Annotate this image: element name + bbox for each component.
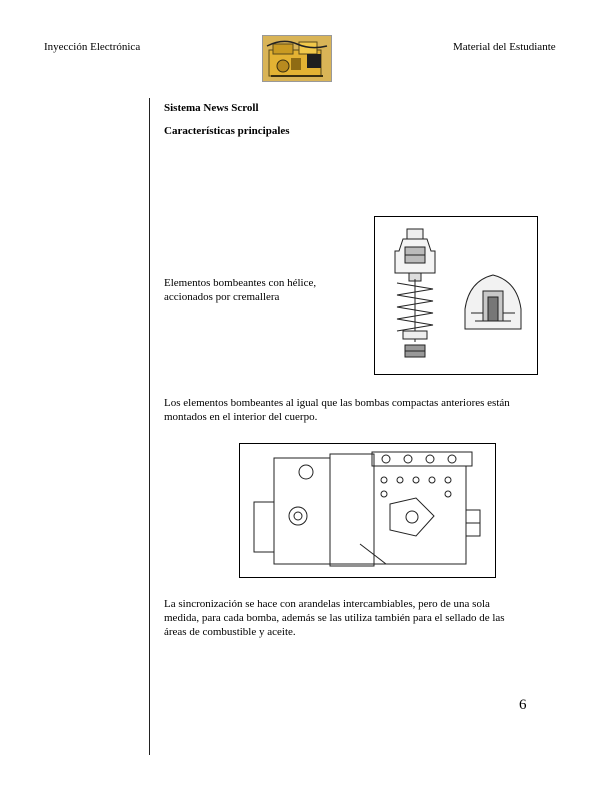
engine-logo-graphic bbox=[263, 36, 331, 81]
paragraph-1-line-1: Elementos bombeantes con hélice, bbox=[164, 277, 317, 289]
section-title: Sistema News Scroll bbox=[164, 102, 259, 114]
page-number: 6 bbox=[519, 697, 527, 713]
header-left-text: Inyección Electrónica bbox=[44, 41, 141, 53]
margin-rule bbox=[149, 98, 150, 755]
pumping-element-drawing bbox=[375, 217, 537, 374]
paragraph-3-line-2: medida, para cada bomba, además se las utiliza también para el sellado de las bbox=[164, 612, 505, 624]
paragraph-2-line-1: Los elementos bombeantes al igual que las bombas compactas anteriores están bbox=[164, 397, 510, 409]
injection-pump-drawing bbox=[240, 444, 495, 577]
paragraph-3-line-3: áreas de combustible y aceite. bbox=[164, 626, 296, 638]
section-subtitle: Características principales bbox=[164, 125, 290, 137]
paragraph-1-line-2: accionados por cremallera bbox=[164, 291, 280, 303]
engine-logo-image bbox=[262, 35, 332, 82]
pumping-element-figure bbox=[374, 216, 538, 375]
injection-pump-figure bbox=[239, 443, 496, 578]
paragraph-3-line-1: La sincronización se hace con arandelas intercambiables, pero de una sola bbox=[164, 598, 490, 610]
header-right-text: Material del Estudiante bbox=[453, 41, 556, 53]
paragraph-2-line-2: montados en el interior del cuerpo. bbox=[164, 411, 318, 423]
